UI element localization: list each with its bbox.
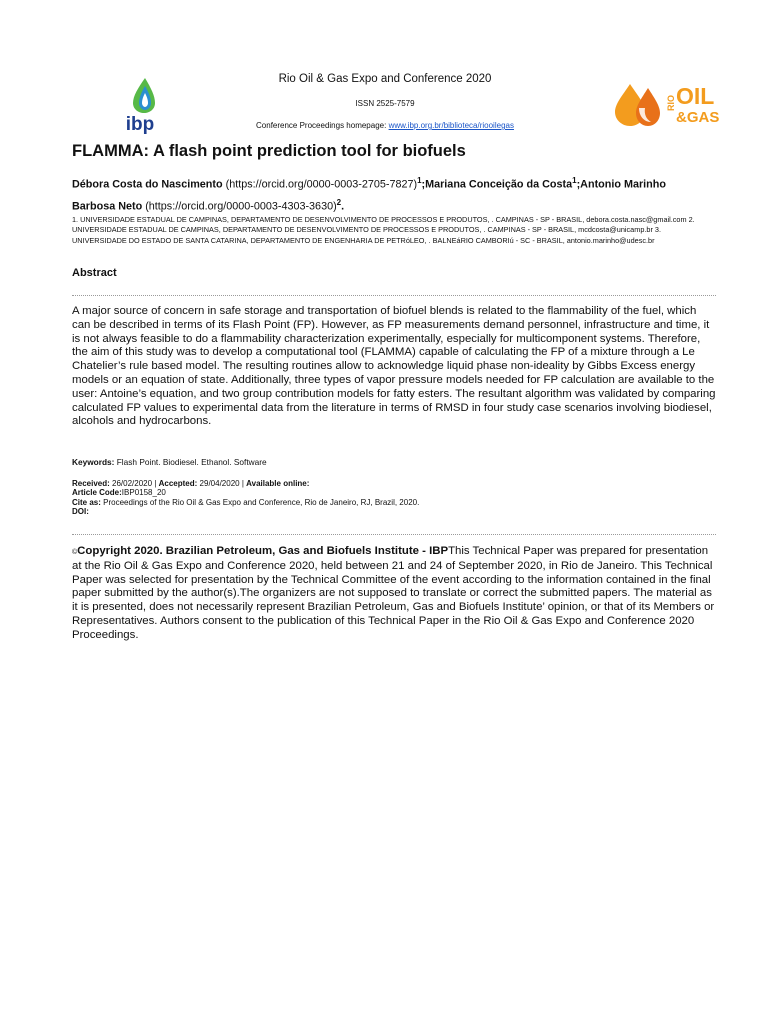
received-label: Received: xyxy=(72,479,110,488)
author-2-name: ;Mariana Conceição da Costa xyxy=(421,178,573,191)
homepage-line xyxy=(170,121,600,130)
author-1-orcid[interactable]: (https://orcid.org/0000-0003-2705-7827) xyxy=(225,178,418,191)
article-code-label: Article Code: xyxy=(72,488,122,498)
author-3-name: ;Antonio Marinho Barbosa Neto xyxy=(72,178,666,213)
keywords xyxy=(72,457,267,467)
article-meta xyxy=(72,479,712,516)
article-code-line xyxy=(72,488,712,497)
author-2-affil: 1 xyxy=(572,176,577,185)
separator: | xyxy=(241,479,244,488)
copyright-notice xyxy=(72,545,716,643)
ibp-logo xyxy=(118,76,162,134)
rio-oil-gas-logo xyxy=(612,78,722,128)
divider xyxy=(72,295,716,296)
separator: | xyxy=(154,479,157,488)
rio-logo-oil: OIL xyxy=(676,83,715,109)
author-3-orcid[interactable]: (https://orcid.org/0000-0003-4303-3630) xyxy=(145,200,337,213)
rio-logo-gas: &GAS xyxy=(676,109,720,126)
keywords-label: Keywords: xyxy=(72,457,115,467)
divider xyxy=(72,534,716,535)
copyright-text: This Technical Paper was prepared for presentation at the Rio Oil & Gas Expo and Conference 2020, held between 21 and 24 of September 2020, in Rio de Janeiro. This Technical Paper was selected for presentation by the Technical Committee of the event according to the information contained in the final paper submitted by the author(s).The organizers are not supposed to translate or correct the submitted papers. The material as it is presented, does not necessarily represent Brazilian Petroleum, Gas and Biofuels Institute’ opinion, or that of its Members or Representatives. Authors consent to the publication of this Technical Paper in the Rio Oil & Gas Expo and Conference 2020 Proceedings. xyxy=(72,545,715,641)
available-label: Available online: xyxy=(246,479,310,488)
cite-text: Proceedings of the Rio Oil & Gas Expo and Conference, Rio de Janeiro, RJ, Brazil, 2020. xyxy=(103,497,420,507)
abstract-text: A major source of concern in safe storage and transportation of biofuel blends is related to the flammability of the fuel, which can be described in terms of its Flash Point (FP). However, as FP measurements demand personnel, infrastructure and time, it is not always feasible to do a flammability characterization experimentally, especially for multicomponent systems. Therefore, the aim of this study was to develop a computational tool (FLAMMA) capable of calculating the FP of a mixture through a Le Chatelier’s rule based model. The resulting routines allow to acknowledge liquid phase non-ideality by Gibbs Excess energy models or an equation of state. Additionally, three types of vapor pressure models needed for FP calculation are available to the user: Antoine’s equation, and two group contribution models for fatty esters. The resultant algorithm was validated by comparing calculated FP values to experimental data from the literature in terms of RMSD in four study case scenarios involving biodiesel, alcohols and hydrocarbons. xyxy=(72,305,716,428)
keywords-value: Flash Point. Biodiesel. Ethanol. Software xyxy=(116,457,267,467)
copyright-holder: Copyright 2020. Brazilian Petroleum, Gas and Biofuels Institute - IBP xyxy=(77,545,449,557)
accepted-date: 29/04/2020 xyxy=(199,479,240,488)
doi-label: DOI: xyxy=(72,506,89,516)
homepage-label: Conference Proceedings homepage: xyxy=(256,121,387,130)
author-list xyxy=(72,172,712,215)
dates-line xyxy=(72,479,712,488)
cite-line xyxy=(72,498,712,507)
author-1-name: Débora Costa do Nascimento xyxy=(72,178,223,191)
paper-title: FLAMMA: A flash point prediction tool for biofuels xyxy=(72,142,466,160)
cite-label: Cite as: xyxy=(72,497,101,507)
article-code: IBP0158_20 xyxy=(121,488,166,498)
accepted-label: Accepted: xyxy=(158,479,198,488)
issn: ISSN 2525-7579 xyxy=(355,99,415,108)
author-list-end: . xyxy=(341,200,345,213)
author-1-affil: 1 xyxy=(417,176,422,185)
doi-line xyxy=(72,507,712,516)
affiliations: 1. UNIVERSIDADE ESTADUAL DE CAMPINAS, DEPARTAMENTO DE DESENVOLVIMENTO DE PROCESSOS E PRODUTOS, . CAMPINAS - SP - BRASIL, debora.costa.nasc@gmail.com 2. UNIVERSIDADE ESTADUAL DE CAMPINAS, DEPARTAMENTO DE DESENVOLVIMENTO DE PROCESSOS E PRODUTOS, . CAMPINAS - SP - BRASIL, mcdcosta@unicamp.br 3. UNIVERSIDADE DO ESTADO DE SANTA CATARINA, DEPARTAMENTO DE ENGENHARIA DE PETRóLEO, . BALNEáRIO CAMBORIú - SC - BRASIL, antonio.marinho@udesc.br xyxy=(72,215,695,245)
conference-name: Rio Oil & Gas Expo and Conference 2020 xyxy=(278,73,492,85)
abstract-heading: Abstract xyxy=(72,267,117,279)
received-date: 26/02/2020 xyxy=(112,479,153,488)
homepage-link[interactable]: www.ibp.org.br/biblioteca/riooilegas xyxy=(388,121,514,130)
author-3-affil: 2 xyxy=(336,197,342,207)
rio-logo-rio: RIO xyxy=(666,94,676,111)
ibp-logo-text: ibp xyxy=(125,114,155,134)
copyright-symbol: © xyxy=(72,549,78,556)
